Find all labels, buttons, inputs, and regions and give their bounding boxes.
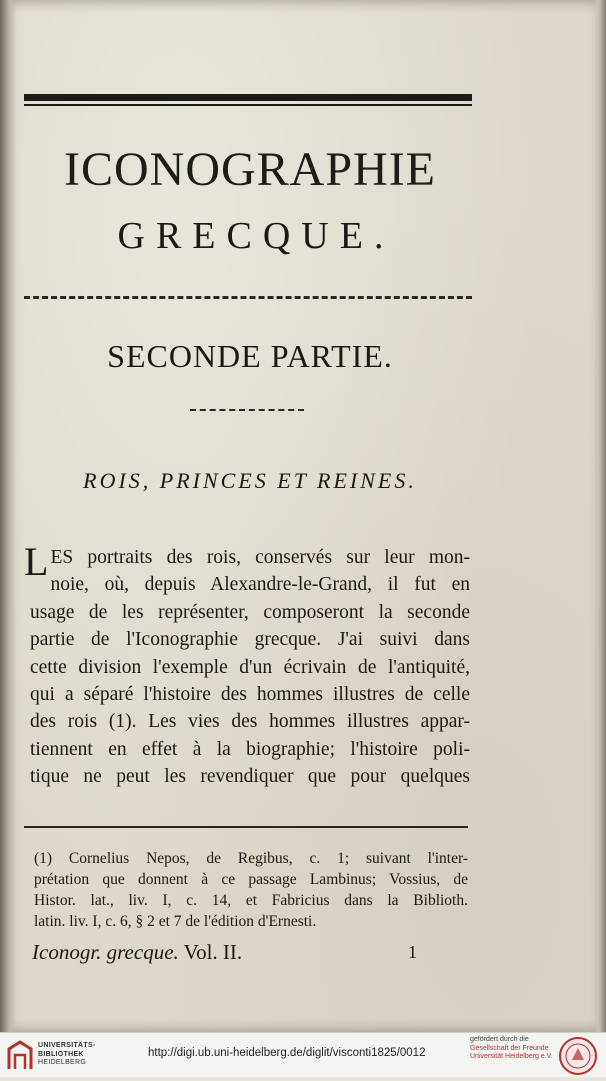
body-line-6: qui a séparé l'histoire des hommes illustres de celle (30, 683, 470, 705)
top-rule (24, 94, 472, 101)
permalink-url[interactable]: http://digi.ub.uni-heidelberg.de/diglit/visconti1825/0012 (148, 1047, 426, 1059)
footnote-line-4: latin. liv. I, c. 6, § 2 et 7 de l'édition d'Ernesti. (34, 913, 317, 930)
uni-name-line1: UNIVERSITÄTS- (38, 1042, 96, 1049)
body-line-5: cette division l'exemple d'un écrivain de l'antiquité, (30, 656, 470, 678)
signature-number: 1 (408, 942, 417, 962)
top-rule-thin (24, 104, 472, 106)
footnote-line-1: (1) Cornelius Nepos, de Regibus, c. 1; suivant l'inter- (34, 850, 468, 867)
society-seal-icon[interactable] (558, 1036, 598, 1076)
section-title: ROIS, PRINCES ET REINES. (83, 468, 417, 493)
dashed-divider (24, 296, 472, 299)
funder-line3: Universität Heidelberg e.V. (470, 1053, 553, 1060)
body-line-3: usage de les représenter, composeront la seconde (30, 601, 470, 623)
footnote-line-2: prétation que donnent à ce passage Lambinus; Vossius, de (34, 871, 468, 888)
part-title: SECONDE PARTIE. (107, 338, 393, 374)
body-paragraph (24, 539, 470, 791)
body-line-7: des rois (1). Les vies des hommes illustres appar- (30, 711, 470, 733)
viewer-footer (0, 1032, 606, 1077)
signature-title: Iconogr. grecque. (32, 940, 179, 964)
funder-text[interactable] (470, 1036, 553, 1062)
drop-cap: L (24, 539, 49, 584)
short-dashed-divider (190, 409, 304, 411)
page-shadow-right (594, 0, 606, 1032)
funder-line1: gefördert durch die (470, 1036, 529, 1043)
footnote-line-3: Histor. lat., liv. I, c. 14, et Fabricius dans la Biblioth. (34, 892, 468, 909)
funder-line2: Gesellschaft der Freunde (470, 1044, 549, 1052)
footnote-rule (24, 826, 468, 828)
university-name[interactable] (38, 1042, 96, 1068)
body-line-2: noie, où, depuis Alexandre-le-Grand, il fut en (50, 574, 470, 596)
uni-name-line3: HEIDELBERG (38, 1059, 87, 1066)
university-logo-icon[interactable] (6, 1039, 34, 1071)
signature-volume: Vol. II. (183, 940, 243, 964)
book-title: ICONOGRAPHIE (64, 143, 436, 196)
body-line-4: partie de l'Iconographie grecque. J'ai suivi dans (30, 629, 470, 651)
book-subtitle: GRECQUE. (117, 215, 395, 257)
printer-signature (32, 940, 452, 965)
body-line-9: tique ne peut les revendiquer que pour quelques (30, 766, 470, 788)
body-line-1: ES portraits des rois, conservés sur leur mon- (50, 547, 470, 568)
body-line-8: tiennent en effet à la biographie; l'histoire poli- (30, 738, 470, 760)
footnote (34, 848, 468, 932)
uni-name-line2: BIBLIOTHEK (38, 1050, 84, 1058)
